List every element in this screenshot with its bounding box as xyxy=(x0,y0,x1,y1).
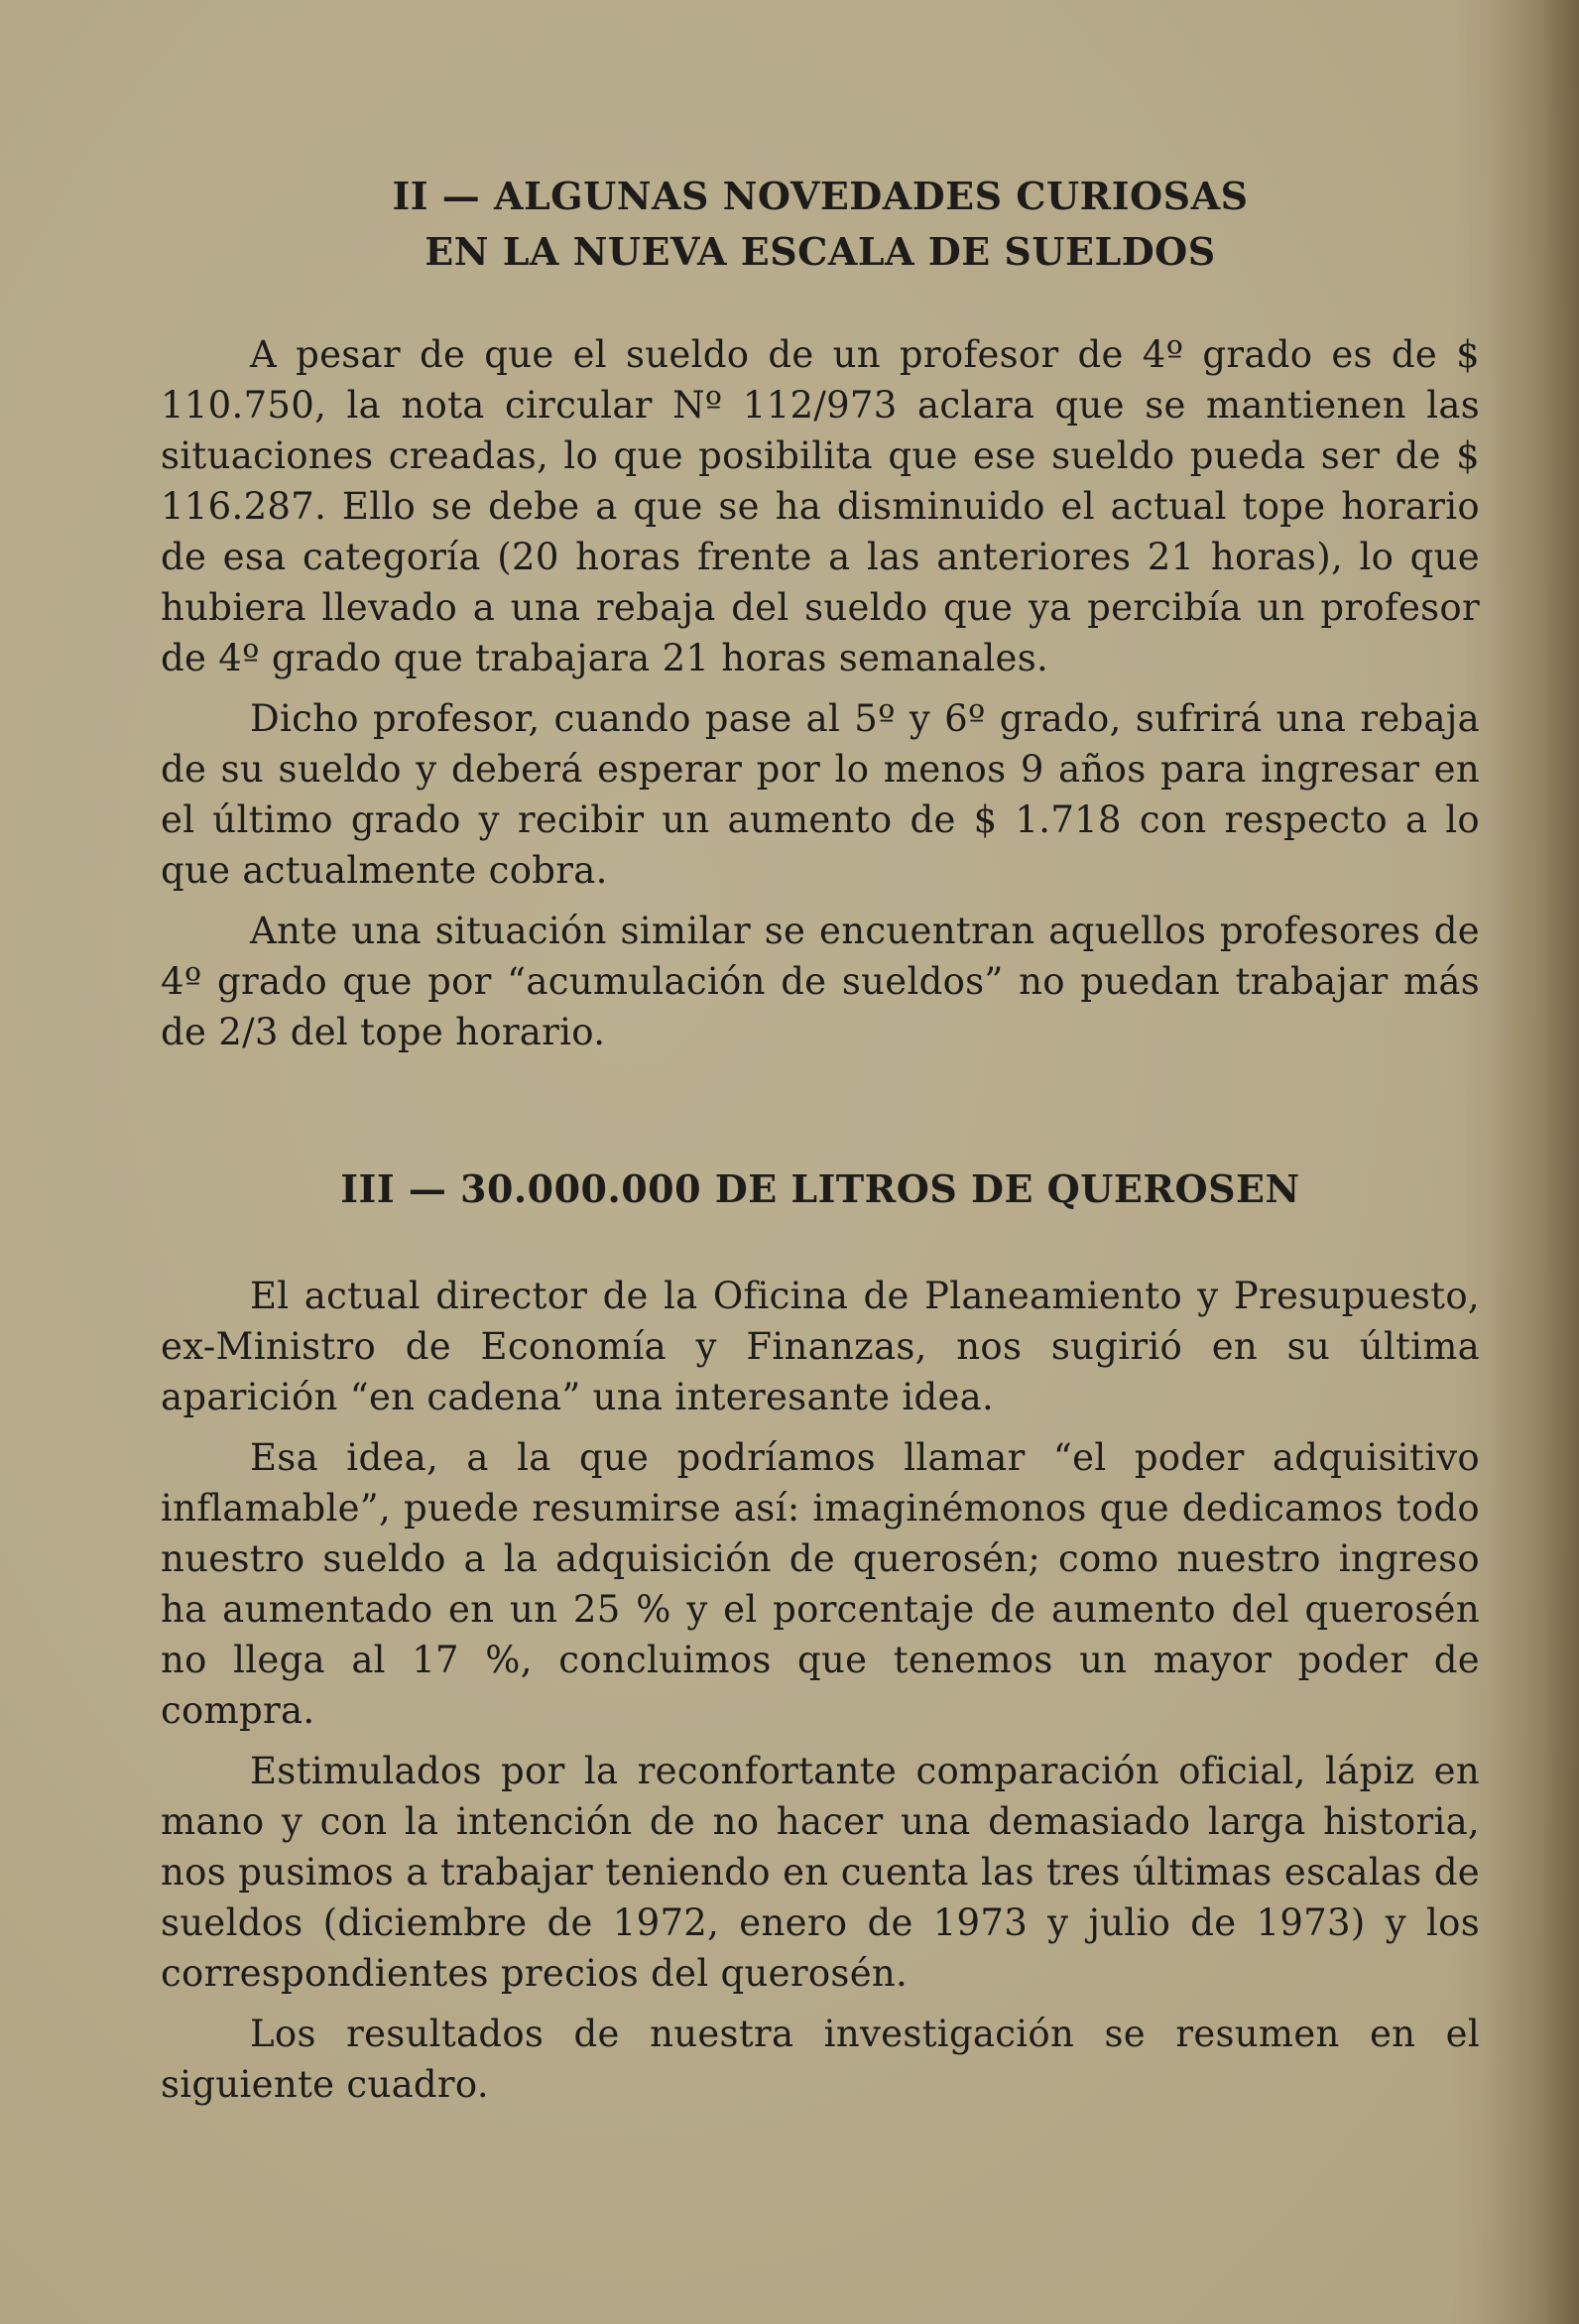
document-page xyxy=(161,169,1480,2120)
section-three-paragraph-3: Estimulados por la reconfortante comparación oficial, lápiz en mano y con la intención de no hacer una demasiado larga historia, nos pusimos a trabajar teniendo en cuenta las tres últimas escalas de sueldos (diciembre de 1972, enero de 1973 y julio de 1973) y los correspondientes precios del querosén. xyxy=(161,1750,1480,1995)
section-two-body xyxy=(161,329,1480,1057)
section-two-paragraph-1: A pesar de que el sueldo de un profesor de 4º grado es de $ 110.750, la nota circular Nº 112/973 aclara que se mantienen las situaciones creadas, lo que posibilita que ese sueldo pueda ser de $ 116.287. Ello se debe a que se ha disminuido el actual tope horario de esa categoría (20 horas frente a las anteriores 21 horas), lo que hubiera llevado a una rebaja del sueldo que ya percibía un profesor de 4º grado que trabajara 21 horas semanales. xyxy=(161,333,1480,679)
section-two-heading-line-1: II — ALGUNAS NOVEDADES CURIOSAS xyxy=(392,174,1249,218)
section-three-paragraph-2: Esa idea, a la que podríamos llamar “el poder adquisitivo inflamable”, puede resumirse así: imaginémonos que dedicamos todo nuestro sueldo a la adquisición de querosén; como nuestro ingreso ha aumentado en un 25 % y el porcentaje de aumento del querosén no llega al 17 %, concluimos que tenemos un mayor poder de compra. xyxy=(161,1436,1480,1732)
section-three-heading-line-1: III — 30.000.000 DE LITROS DE QUEROSEN xyxy=(340,1166,1300,1211)
section-three-heading xyxy=(161,1162,1480,1217)
section-two-heading xyxy=(161,169,1480,280)
section-two-paragraph-3: Ante una situación similar se encuentran aquellos profesores de 4º grado que por “acumulación de sueldos” no puedan trabajar más de 2/3 del tope horario. xyxy=(161,910,1480,1053)
section-three-paragraph-4: Los resultados de nuestra investigación se resumen en el siguiente cuadro. xyxy=(161,2013,1480,2106)
section-two-heading-line-2: EN LA NUEVA ESCALA DE SUELDOS xyxy=(425,229,1216,274)
section-three-body xyxy=(161,1271,1480,2110)
section-two-paragraph-2: Dicho profesor, cuando pase al 5º y 6º grado, sufrirá una rebaja de su sueldo y deberá esperar por lo menos 9 años para ingresar en el último grado y recibir un aumento de $ 1.718 con respecto a lo que actualmente cobra. xyxy=(161,697,1480,892)
page-edge-shadow xyxy=(1490,0,1579,2324)
section-three-paragraph-1: El actual director de la Oficina de Planeamiento y Presupuesto, ex-Ministro de Economía y Finanzas, nos sugirió en su última aparición “en cadena” una interesante idea. xyxy=(161,1275,1480,1418)
